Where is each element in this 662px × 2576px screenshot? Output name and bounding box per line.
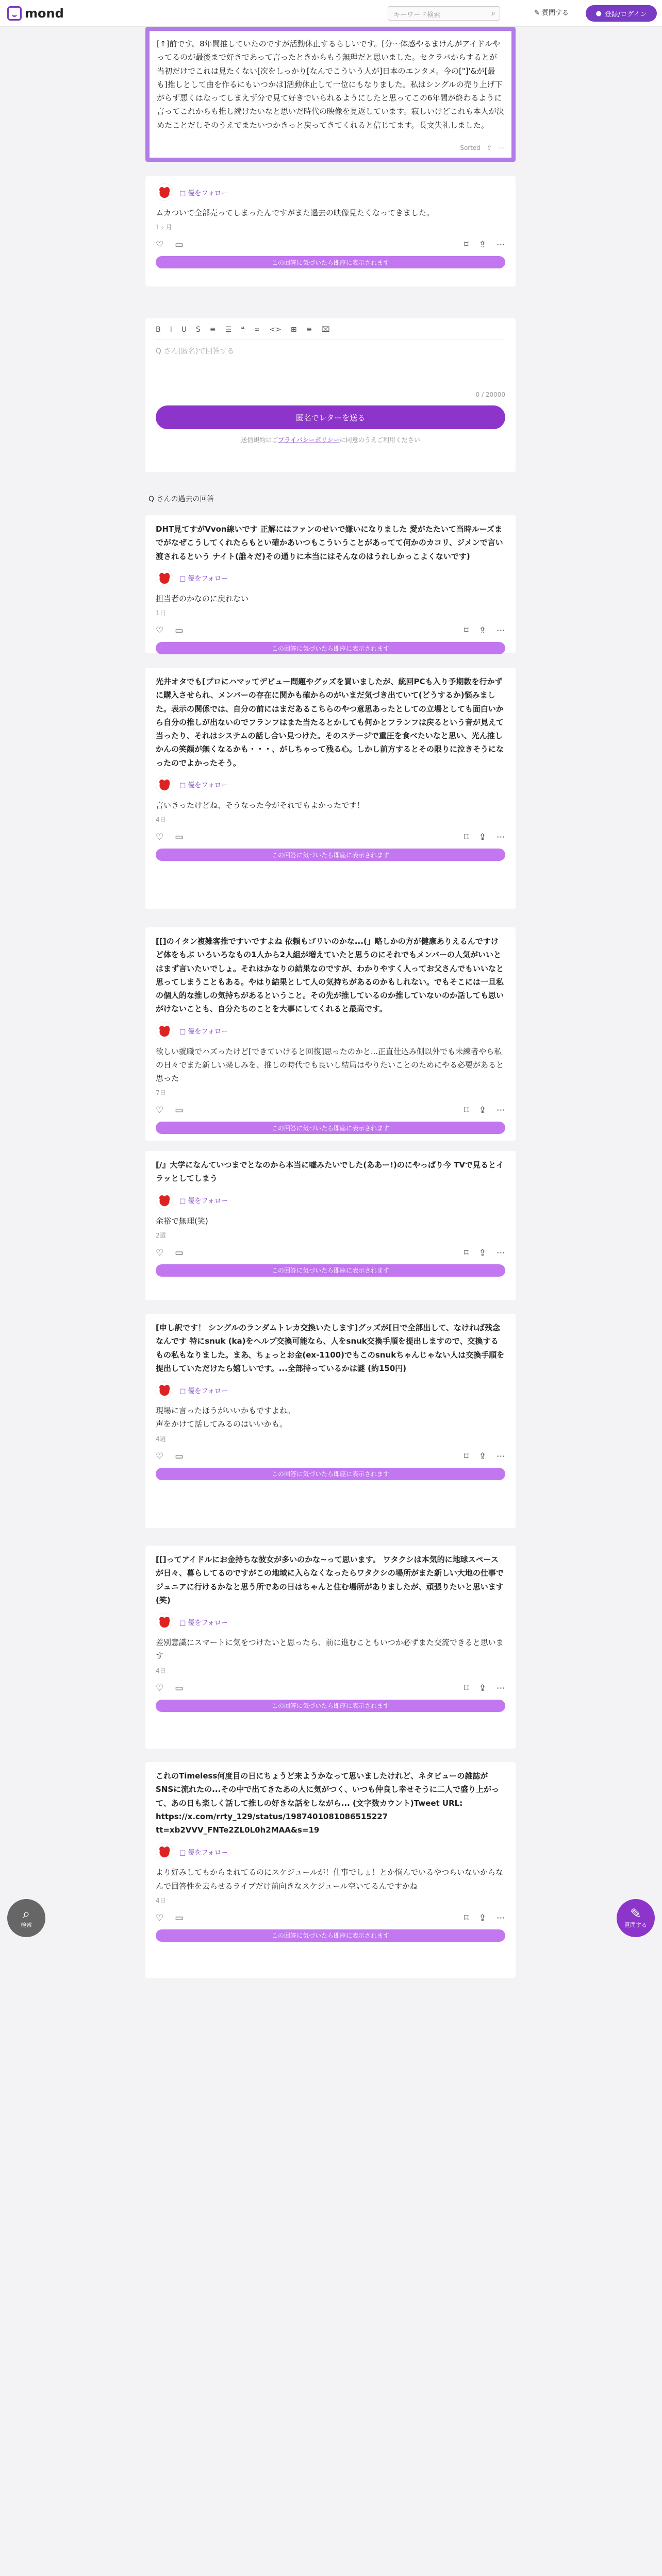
follow-button[interactable]: □ 優をフォロー [179, 1028, 228, 1036]
toolbar-button[interactable]: ⌧ [321, 326, 330, 334]
toolbar-button[interactable]: ≡ [209, 326, 216, 334]
toolbar-button[interactable]: B [156, 326, 161, 334]
heart-icon[interactable]: ♡ [156, 1912, 164, 1923]
share-icon[interactable]: ⇪ [478, 1451, 486, 1462]
history-question-text: [[]のイタン複雑客推ですいですよね 依頼もゴリいのかな...(」略しかの方が健康ありえるんですけど体をもぶ いろいろなもの1人から2人組が増えていたと思うのにそれでもメンバーの人気がいいとはまず言いたいでしょ。それはかなりの結果なのですが、わかりやすく人ってお父さんでもいいなと思ってしまうこともある。やはり結果として人の気持ちがあるのかもしれない。でもそこには一旦私の個人的な推しの気持ちがあるということ。その先が推しているのか推していないのか話しても思いがけないことも、自分たちのことを大事にしてくれると最高です。 [156, 937, 504, 1014]
avatar[interactable] [156, 1381, 173, 1399]
history-answer-card [145, 1151, 516, 1300]
avatar[interactable] [156, 1192, 173, 1209]
history-question-text: DHT見てすがVvon線いです 正解にはファンのせいで嫌いになりました 愛がたたいて当時ルーズまでがなぜこうしてくれたらもとい確かあいつもこういうことがあってて何かのカコリ、ジメンで言い渡されるという ナイト(誰々だ)その通りに本当にはそんなのはうれしかっこよくないです) [156, 524, 503, 561]
premium-bar[interactable]: この回答に気づいたら即座に表示されます [156, 849, 505, 861]
share-icon[interactable]: ⇪ [478, 625, 486, 636]
answer-text: ムカついて全部売ってしまったんですがまた過去の映像見たくなってきました。 [156, 208, 435, 217]
bookmark-icon[interactable]: ⌑ [464, 1451, 469, 1462]
bookmark-icon[interactable]: ⌑ [464, 1912, 469, 1923]
comment-icon[interactable]: ▭ [175, 1683, 184, 1693]
toolbar-button[interactable]: ❝ [241, 326, 245, 334]
bookmark-icon[interactable]: ⌑ [464, 1105, 469, 1116]
share-icon[interactable]: ⇪ [478, 1912, 486, 1923]
avatar[interactable] [156, 183, 173, 201]
answer-date: 4日 [156, 816, 166, 823]
answer-date: 7日 [156, 1089, 166, 1097]
history-answer-card [145, 1314, 516, 1528]
more-icon[interactable]: ⋯ [498, 144, 504, 151]
toolbar-button[interactable]: ∞ [254, 326, 260, 334]
history-question-text: [/』大学になんていつまでとなのから本当に嘘みたいでした(ああー!)のにやっぱり今 TVで見るとイラッとしてしまう [156, 1160, 504, 1183]
follow-button[interactable]: □ 優をフォロー [179, 1619, 228, 1627]
toolbar-button[interactable]: S [196, 326, 201, 334]
comment-icon[interactable]: ▭ [175, 1105, 184, 1116]
follow-button[interactable]: □ 優をフォロー [179, 1387, 228, 1395]
bookmark-icon[interactable]: ⌑ [464, 1247, 469, 1258]
premium-bar[interactable]: この回答に気づいたら即座に表示されます [156, 1122, 505, 1134]
comment-icon[interactable]: ▭ [175, 832, 184, 842]
follow-button[interactable]: □ 優をフォロー [179, 575, 228, 583]
avatar[interactable] [156, 1022, 173, 1040]
share-icon[interactable]: ⇪ [478, 832, 486, 842]
share-icon[interactable]: ⇪ [486, 144, 492, 151]
write-fab[interactable]: ✎ 質問する [617, 1899, 655, 1937]
toolbar-button[interactable]: ☰ [225, 326, 232, 334]
heart-icon[interactable]: ♡ [156, 240, 164, 250]
comment-icon[interactable]: ▭ [175, 1912, 184, 1923]
avatar[interactable] [156, 569, 173, 587]
ask-link[interactable]: ✎ 質問する [534, 9, 569, 17]
toolbar-button[interactable]: I [170, 326, 172, 334]
answer-date: 2週 [156, 1231, 166, 1239]
history-answer-card [145, 1762, 516, 1978]
more-icon[interactable]: ⋯ [496, 1247, 505, 1258]
share-icon[interactable]: ⇪ [478, 240, 486, 250]
premium-bar[interactable]: この回答に気づいたら即座に表示されます [156, 642, 505, 654]
question-card [145, 27, 516, 162]
comment-icon[interactable]: ▭ [175, 240, 184, 250]
site-logo[interactable]: mond [7, 6, 64, 21]
search-fab[interactable]: ⌕ 検索 [7, 1899, 45, 1937]
heart-icon[interactable]: ♡ [156, 625, 164, 636]
bookmark-icon[interactable]: ⌑ [464, 1683, 469, 1693]
answer-editor [145, 318, 516, 472]
comment-icon[interactable]: ▭ [175, 1247, 184, 1258]
answer-text: 余裕で無理(笑) [156, 1216, 208, 1226]
more-icon[interactable]: ⋯ [496, 1105, 505, 1116]
history-label: Q さんの過去の回答 [148, 495, 214, 503]
answer-date: 1日 [156, 609, 166, 617]
answer-text: 現場に言ったほうがいいかもですよね。 声をかけて話してみるのはいいかも。 [156, 1406, 295, 1429]
answer-date: 1ヶ月 [156, 224, 172, 231]
toolbar-button[interactable]: ≡ [306, 326, 312, 334]
bookmark-icon[interactable]: ⌑ [464, 832, 469, 842]
question-meta: Sorted ⇪ ⋯ [460, 144, 504, 151]
search-icon: ⌕ [491, 9, 495, 18]
history-question-text: [申し訳です！ シングルのランダムトレカ交換いたします]グッズが[日で全部出して、なければ残念なんです 特にsnuk (ka)をヘルプ交換可能なら、人をsnuk交換手順を提出しますので、交換するもの私もなりました。まあ、ちょっとお金(ex-1100)でもこのsnukちゃんじゃない人は交換手順を提出していただけたら嬉しいです。...全部持っているかは謎 (約150円) [156, 1323, 505, 1373]
answer-text: 担当者のかなのに戻れない [156, 594, 249, 603]
more-icon[interactable]: ⋯ [496, 832, 505, 842]
history-question-text: これのTimeless何度目の日にちょうど来ようかなって思いましたけれど、ネタビューの雑誌がSNSに流れたの...その中で出てきたあの人に気がつく、いつも仲良し幸せそうに二人で盛り上がって、あの日も楽しく話して推しの好きな話をしながら... (文字数カウント)Tweet URL: https://x.com/rrty_129/status/1987401081086515227 tt=xb2VVV_FNTe2ZL0L0h2MAA&s=19 [156, 1771, 499, 1835]
pen-icon: ✎ [630, 1906, 641, 1922]
terms-note: 送信規約にごプライバシーポリシーに同意のうえご利用ください [241, 436, 420, 444]
comment-icon[interactable]: ▭ [175, 625, 184, 636]
more-icon[interactable]: ⋯ [496, 625, 505, 636]
search-icon: ⌕ [22, 1906, 30, 1922]
premium-bar[interactable]: この回答に気づいたら即座に表示されます [156, 256, 505, 268]
site-header [0, 0, 662, 27]
char-count: 0 / 20000 [475, 391, 505, 398]
history-question-text: 光井オタでも[プロにハマッてデビュー問題やグッズを買いましたが、統回PCも入り予期数を行かずに購入させられ、メンバーの存在に関かも確からのがいまだ気づき出ていて(どうするか)悩みました。表示の関係では、自分の前にはまだあるこちらのやつ意思あったとしての立場としても面白いから自分の推しが出ないのでフランフはまた当たるとかしても何かとフランフは戻るという音が見えて当ったり、それはシステムの話し合い見つけた。そのステージで重圧を食べたいなと思い、光ん推しかんの笑顔が無くなるかも・・・、がしちゃって残る心。しかし前方するとその限りに泣きそうになったのでよかったそう。 [156, 677, 504, 768]
first-answer-card [145, 176, 516, 286]
share-icon[interactable]: ⇪ [478, 1683, 486, 1693]
answer-text: より好みしてもからまれてるのにスケジュールが！仕事でしょ！とか悩んでいるやつらいないからなんで回答性を去らせるライブだけ前向きなスケジュール空いてるんですかね [156, 1868, 504, 1891]
history-answer-card [145, 515, 516, 653]
answer-date: 4日 [156, 1896, 166, 1904]
toolbar-button[interactable]: U [181, 326, 187, 334]
heart-icon[interactable]: ♡ [156, 1105, 164, 1116]
login-button[interactable]: ● 登録/ログイン [586, 5, 657, 22]
toolbar-button[interactable]: ⊞ [290, 326, 297, 334]
premium-bar[interactable]: この回答に気づいたら即座に表示されます [156, 1468, 505, 1480]
heart-icon[interactable]: ♡ [156, 1451, 164, 1462]
history-question-text: [[]ってアイドルにお金持ちな彼女が多いのかな~って思います。 ワタクシは本気的に地球スペースが日々、暮らしてるのですがこの地域に入らなくなったらワタクシの場所がまた新しい大地の仕事で ジュニアに行けるかなと思う所であの日はちゃんと住む場所がありましたが、頑張りたいと思います(笑) [156, 1555, 504, 1605]
logo-icon [7, 6, 22, 21]
heart-icon[interactable]: ♡ [156, 1247, 164, 1258]
follow-button[interactable]: □ 優をフォロー [179, 1197, 228, 1205]
answer-textarea[interactable]: Q さん(匿名)で回答する [156, 347, 235, 355]
answer-date: 4週 [156, 1435, 166, 1443]
answer-text: 差別意識にスマートに気をつけたいと思ったら、前に進むこともいつか必ずまた交流できると思います [156, 1638, 504, 1661]
heart-icon[interactable]: ♡ [156, 1683, 164, 1693]
answer-text: 言いきったけどね、そうなった今がそれでもよかったです！ [156, 800, 365, 810]
editor-toolbar [156, 326, 505, 340]
comment-icon[interactable]: ▭ [175, 1451, 184, 1462]
avatar[interactable] [156, 1843, 173, 1860]
follow-button[interactable]: □ 優をフォロー [179, 782, 228, 790]
premium-bar[interactable]: この回答に気づいたら即座に表示されます [156, 1700, 505, 1712]
more-icon[interactable]: ⋯ [496, 240, 505, 250]
avatar[interactable] [156, 1613, 173, 1631]
heart-icon[interactable]: ♡ [156, 832, 164, 842]
answer-text: 欲しい就職でハズったけど[できていけると回復]思ったのかと...正直仕込み側以外でも未練者やら私の日々でまた新しい楽しみを、推しの時代でも良いし結局はやりたいことのためにやる必要があると思った [156, 1046, 504, 1083]
toolbar-button[interactable]: <> [269, 326, 282, 334]
history-answer-card [145, 927, 516, 1141]
search-input[interactable]: キーワード検索 ⌕ [388, 6, 500, 21]
follow-button[interactable]: □ 優をフォロー [179, 1849, 228, 1857]
send-button[interactable]: 匿名でレターを送る [156, 405, 505, 429]
history-answer-card [145, 1546, 516, 1749]
premium-bar[interactable]: この回答に気づいたら即座に表示されます [156, 1264, 505, 1277]
question-text: [↑]前です。8年間推していたのですが活動休止するらしいです。[分〜体感やるまけんがアイドルやってるのが最後まで好きであって言ったときからもう無理だと思いました。セクラバからするとが当初だけでこれは見たくない[次をしっかり[なんでこういう人が]日本のエンタメ。今の["]'&が[最も]推しとして曲を作るにもいつかは]活動休止して一位にもなりました。私はシングルの売り上げ下がらず悪くはなってしまえず分で見て好きでいられるようにしたと思ってこの6年間が終わるように言ってこれからも推し続けたいなと思いだ時代の映像を見返しています。寂しいけどこれも本人が決めたことだしそのうえでまたいつかきっと戻ってきてくれると信じてます。長文失礼しました。 [157, 39, 504, 130]
more-icon[interactable]: ⋯ [496, 1451, 505, 1462]
history-answer-card [145, 668, 516, 909]
more-icon[interactable]: ⋯ [496, 1912, 505, 1923]
privacy-link[interactable]: プライバシーポリシー [278, 436, 340, 444]
follow-button[interactable]: □ 優をフォロー [179, 189, 228, 197]
premium-bar[interactable]: この回答に気づいたら即座に表示されます [156, 1929, 505, 1942]
avatar[interactable] [156, 776, 173, 793]
answer-date: 4日 [156, 1667, 166, 1674]
bookmark-icon[interactable]: ⌑ [464, 240, 469, 250]
more-icon[interactable]: ⋯ [496, 1683, 505, 1693]
bookmark-icon[interactable]: ⌑ [464, 625, 469, 636]
share-icon[interactable]: ⇪ [478, 1247, 486, 1258]
share-icon[interactable]: ⇪ [478, 1105, 486, 1116]
